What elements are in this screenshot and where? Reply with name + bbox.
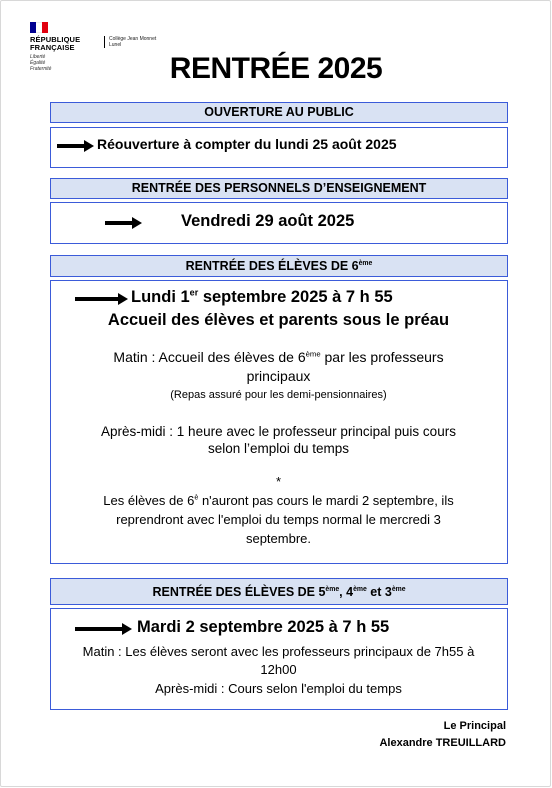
college-town: Lunel [109,42,122,48]
morning-superscript: ème [305,349,321,359]
date-prefix: Lundi 1 [131,288,190,306]
section-header-others [50,578,508,605]
section-header-sixth [50,255,508,277]
college-name: Collège Jean Monnet [109,36,157,42]
staff-date-text: Vendredi 29 août 2025 [181,212,355,230]
republic-line-2: FRANÇAISE [30,43,75,52]
section-header-public [50,102,508,123]
others-morning-line-2: 12h00 [260,662,297,677]
heading-superscript: ème [358,259,373,267]
note-suffix: n'auront pas cours le mardi 2 septembre, ils [198,493,454,508]
meal-note: (Repas assuré pour les demi-pensionnaires) [170,389,387,401]
others-afternoon: Après-midi : Cours selon l'emploi du temps [155,681,402,696]
french-flag-icon [30,22,48,33]
section-box-sixth [50,280,508,564]
welcome-text: Accueil des élèves et parents sous le préau [107,311,450,329]
section-header-staff [50,178,508,199]
heading-sup-2: ème [353,585,367,593]
logo-separator [104,36,105,48]
signature-role: Le Principal [443,720,506,732]
section-heading: RENTRÉE DES PERSONNELS D’ENSEIGNEMENT [131,181,427,195]
note-superscript: è [194,493,199,502]
separator-star: * [275,474,282,489]
others-date-text: Mardi 2 septembre 2025 à 7 h 55 [137,618,390,636]
page-title: RENTRÉE 2025 [169,52,383,85]
morning-suffix: par les professeurs [320,349,444,365]
date-suffix: septembre 2025 à 7 h 55 [198,288,393,306]
heading-and: et 3 [366,585,392,599]
note-prefix: Les élèves de 6 [103,493,195,508]
motto-2: Égalité [30,60,46,66]
afternoon-line-1: Après-midi : 1 heure avec le professeur principal puis cours [101,424,456,439]
morning-prefix: Matin : Accueil des élèves de 6 [113,349,306,365]
section-box-staff [50,202,508,244]
sixth-date-text [131,288,393,307]
note-line-1 [51,493,506,508]
morning-line-1 [51,349,506,365]
heading-mid: , 4 [339,585,354,599]
note-line-2: reprendront avec l'emploi du temps normal le mercredi 3 [116,512,441,527]
motto-1: Liberté [30,54,46,60]
afternoon-line-2: selon l’emploi du temps [207,441,350,456]
section-box-others [50,608,508,710]
others-morning-line-1: Matin : Les élèves seront avec les professeurs principaux de 7h55 à [82,644,475,659]
heading-sup-1: ème [325,585,340,593]
motto-3: Fraternité [30,66,52,72]
signature-name: Alexandre TREUILLARD [379,737,506,749]
note-line-3: septembre. [245,531,312,546]
public-reopening-text: Réouverture à compter du lundi 25 août 2025 [97,136,397,152]
section-heading: OUVERTURE AU PUBLIC [204,105,354,119]
morning-line-2: principaux [246,368,311,384]
heading-sup-3: ème [391,585,406,593]
date-superscript: er [189,287,199,298]
section-box-public [50,127,508,168]
heading-prefix: RENTRÉE DES ÉLÈVES DE 5 [152,585,326,599]
republic-line-1: RÉPUBLIQUE [30,35,81,44]
section-heading: RENTRÉE DES ÉLÈVES DE 6 [185,259,359,273]
